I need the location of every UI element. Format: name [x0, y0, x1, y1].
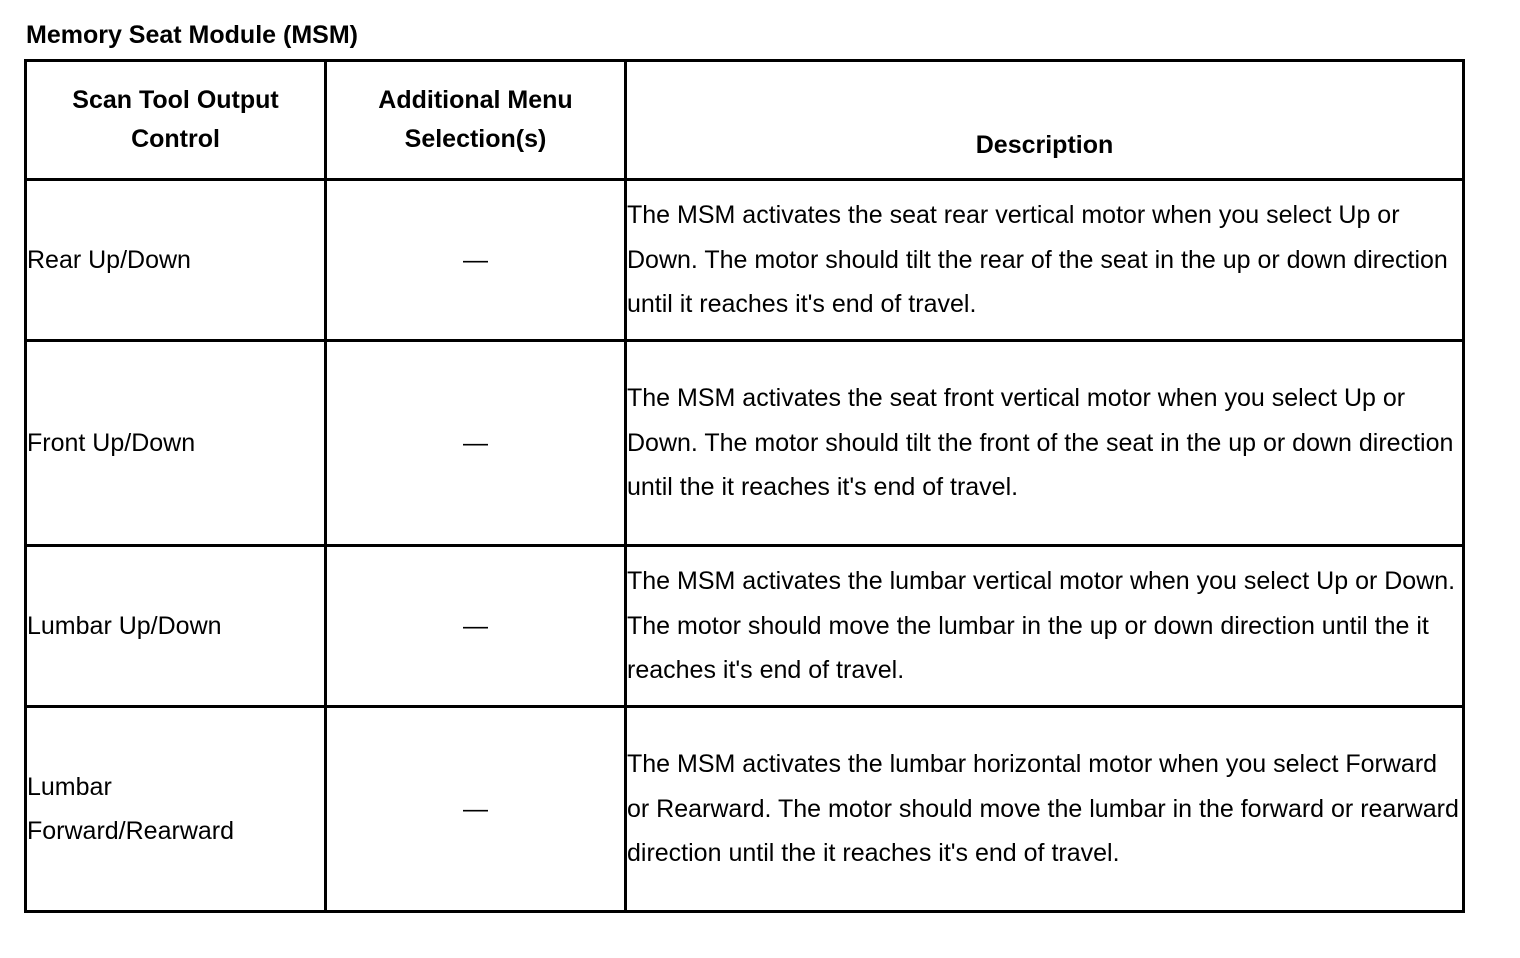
menu-cell: — — [326, 180, 626, 341]
header-control: Scan Tool Output Control — [26, 61, 326, 180]
table-row — [26, 341, 1464, 546]
header-description: Description — [626, 61, 1464, 180]
output-control-table — [24, 59, 1465, 913]
control-cell: Front Up/Down — [26, 341, 326, 546]
table-row — [26, 180, 1464, 341]
header-menu: Additional Menu Selection(s) — [326, 61, 626, 180]
menu-cell: — — [326, 546, 626, 707]
control-cell: Lumbar Forward/Rearward — [26, 707, 326, 912]
description-cell: The MSM activates the lumbar vertical motor when you select Up or Down. The motor should move the lumbar in the up or down direction until the it reaches it's end of travel. — [626, 546, 1464, 707]
description-cell: The MSM activates the seat rear vertical motor when you select Up or Down. The motor should tilt the rear of the seat in the up or down direction until it reaches it's end of travel. — [626, 180, 1464, 341]
description-cell: The MSM activates the seat front vertical motor when you select Up or Down. The motor should tilt the front of the seat in the up or down direction until the it reaches it's end of travel. — [626, 341, 1464, 546]
table-header-row — [26, 61, 1464, 180]
control-cell: Rear Up/Down — [26, 180, 326, 341]
control-cell: Lumbar Up/Down — [26, 546, 326, 707]
menu-cell: — — [326, 341, 626, 546]
table-row — [26, 707, 1464, 912]
table-row — [26, 546, 1464, 707]
menu-cell: — — [326, 707, 626, 912]
document-title: Memory Seat Module (MSM) — [26, 21, 358, 49]
description-cell: The MSM activates the lumbar horizontal motor when you select Forward or Rearward. The motor should move the lumbar in the forward or rearward direction until the it reaches it's end of travel. — [626, 707, 1464, 912]
